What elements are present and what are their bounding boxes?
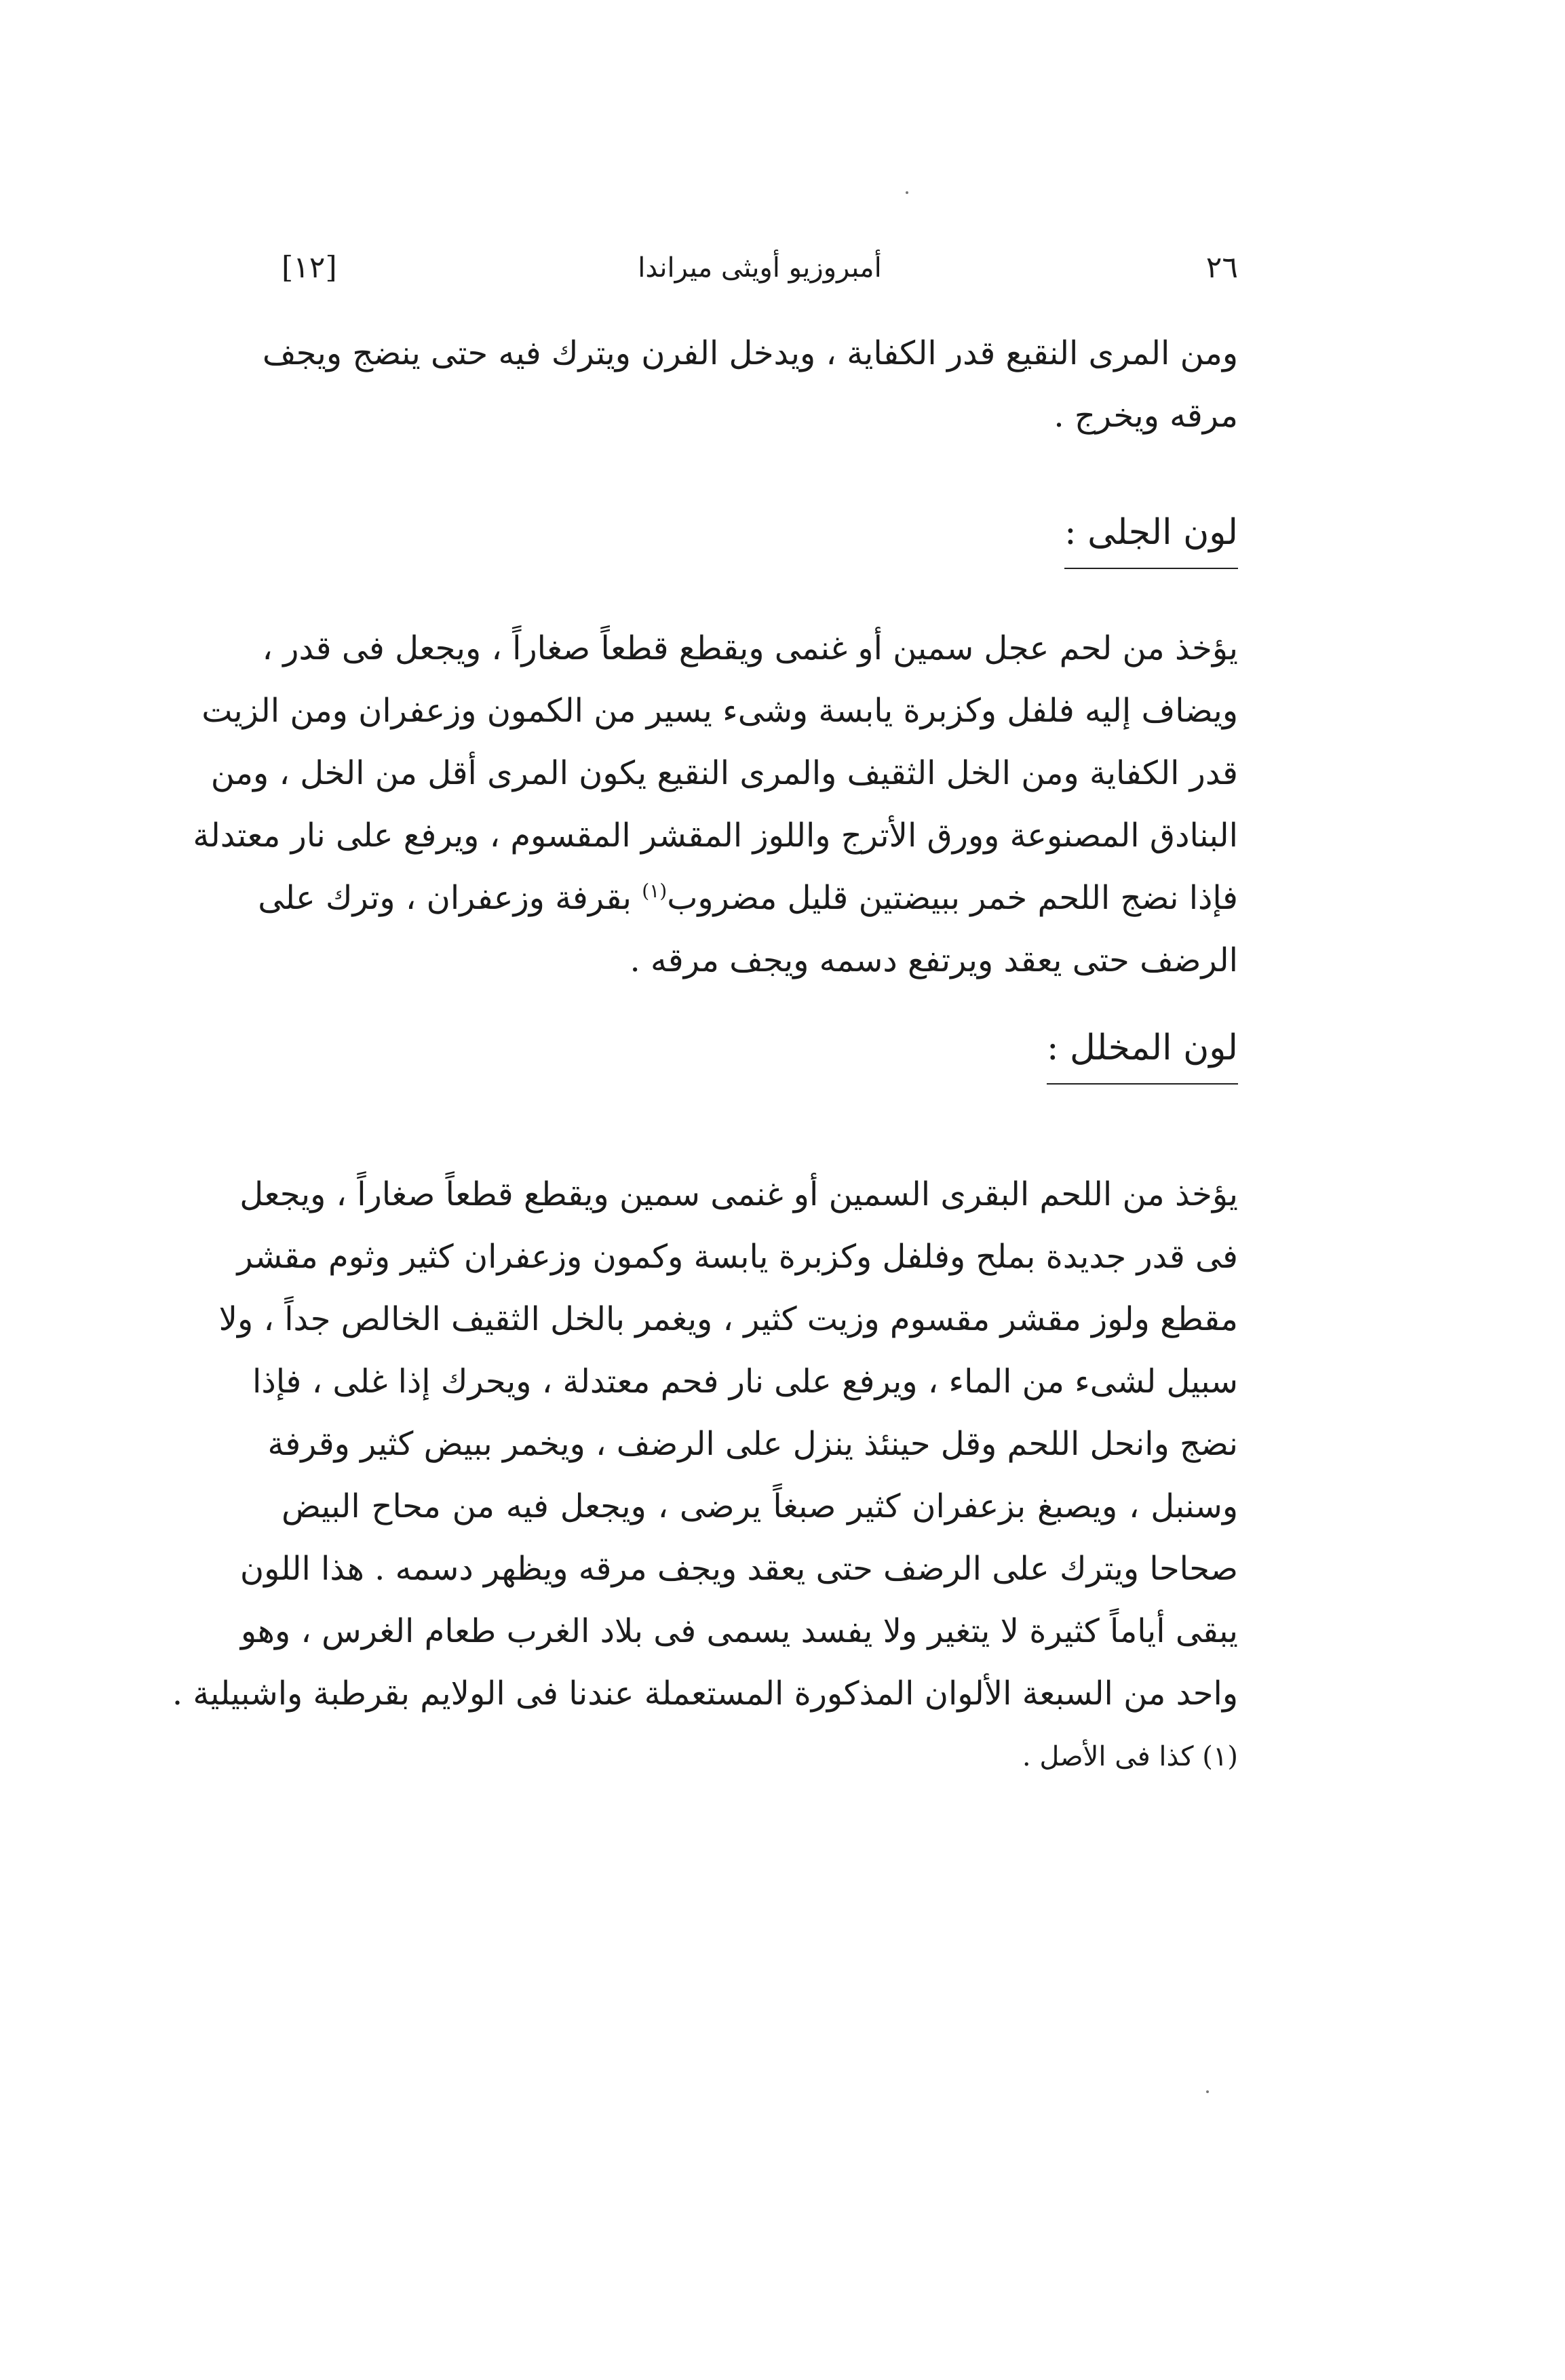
section-jali-body <box>193 617 1238 992</box>
text-line: يؤخذ من اللحم البقرى السمين أو غنمى سمين ويقطع قطعاً صغاراً ، ويجعل <box>239 1175 1238 1213</box>
text-line: مرقه ويخرج . <box>1054 397 1238 435</box>
text-line: قدر الكفاية ومن الخل الثقيف والمرى النقيع يكون المرى أقل من الخل ، ومن <box>210 754 1238 792</box>
text-line: واحد من السبعة الألوان المذكورة المستعملة عندنا فى الولايم بقرطبة واشبيلية . <box>172 1675 1238 1713</box>
intro-paragraph <box>262 322 1238 447</box>
section-number: [١٢] <box>282 250 337 285</box>
text-line: نضج وانحل اللحم وقل حينئذ ينزل على الرضف ، ويخمر ببيض كثير وقرفة <box>267 1425 1238 1463</box>
section-heading-mukhallal: لون المخلل : <box>1047 1021 1238 1085</box>
paper-speck <box>906 191 908 194</box>
text-line: سبيل لشىء من الماء ، ويرفع على نار فحم معتدلة ، ويحرك إذا غلى ، فإذا <box>252 1363 1238 1401</box>
text-line: مقطع ولوز مقشر مقسوم وزيت كثير ، ويغمر بالخل الثقيف الخالص جداً ، ولا <box>218 1300 1238 1338</box>
text-line: فى قدر جديدة بملح وفلفل وكزبرة يابسة وكمون وزعفران كثير وثوم مقشر <box>237 1238 1238 1276</box>
text-line: وسنبل ، ويصبغ بزعفران كثير صبغاً يرضى ، ويجعل فيه من محاح البيض <box>282 1487 1238 1525</box>
text-fragment: فإذا نضج اللحم خمر ببيضتين قليل مضروب <box>667 879 1238 917</box>
page-number: ٢٦ <box>1205 250 1238 285</box>
running-head <box>282 248 1238 288</box>
running-title: أمبروزيو أويثى ميراندا <box>638 252 882 284</box>
text-line: البنادق المصنوعة وورق الأترج واللوز المقشر المقسوم ، ويرفع على نار معتدلة <box>193 817 1238 855</box>
text-line: يؤخذ من لحم عجل سمين أو غنمى ويقطع قطعاً صغاراً ، ويجعل فى قدر ، <box>262 629 1238 667</box>
section-heading-jali: لون الجلى : <box>1064 505 1238 569</box>
text-line: يبقى أياماً كثيرة لا يتغير ولا يفسد يسمى فى بلاد الغرب طعام الغرس ، وهو <box>240 1612 1238 1650</box>
footnote-marker: (١) <box>642 880 668 902</box>
text-line: ويضاف إليه فلفل وكزبرة يابسة وشىء يسير من الكمون وزعفران ومن الزيت <box>201 692 1238 730</box>
text-line: صحاحا ويترك على الرضف حتى يعقد ويجف مرقه ويظهر دسمه . هذا اللون <box>239 1550 1238 1588</box>
paper-speck <box>1206 2090 1209 2093</box>
text-fragment: بقرفة وزعفران ، وترك على <box>258 879 632 917</box>
section-mukhallal-body <box>172 1163 1238 1725</box>
footnote: (١) كذا فى الأصل . <box>1022 1741 1238 1772</box>
text-line: ومن المرى النقيع قدر الكفاية ، ويدخل الفرن ويترك فيه حتى ينضج ويجف <box>262 334 1238 372</box>
text-line-with-footnote <box>258 867 1238 929</box>
text-line: الرضف حتى يعقد ويرتفع دسمه ويجف مرقه . <box>630 941 1238 979</box>
